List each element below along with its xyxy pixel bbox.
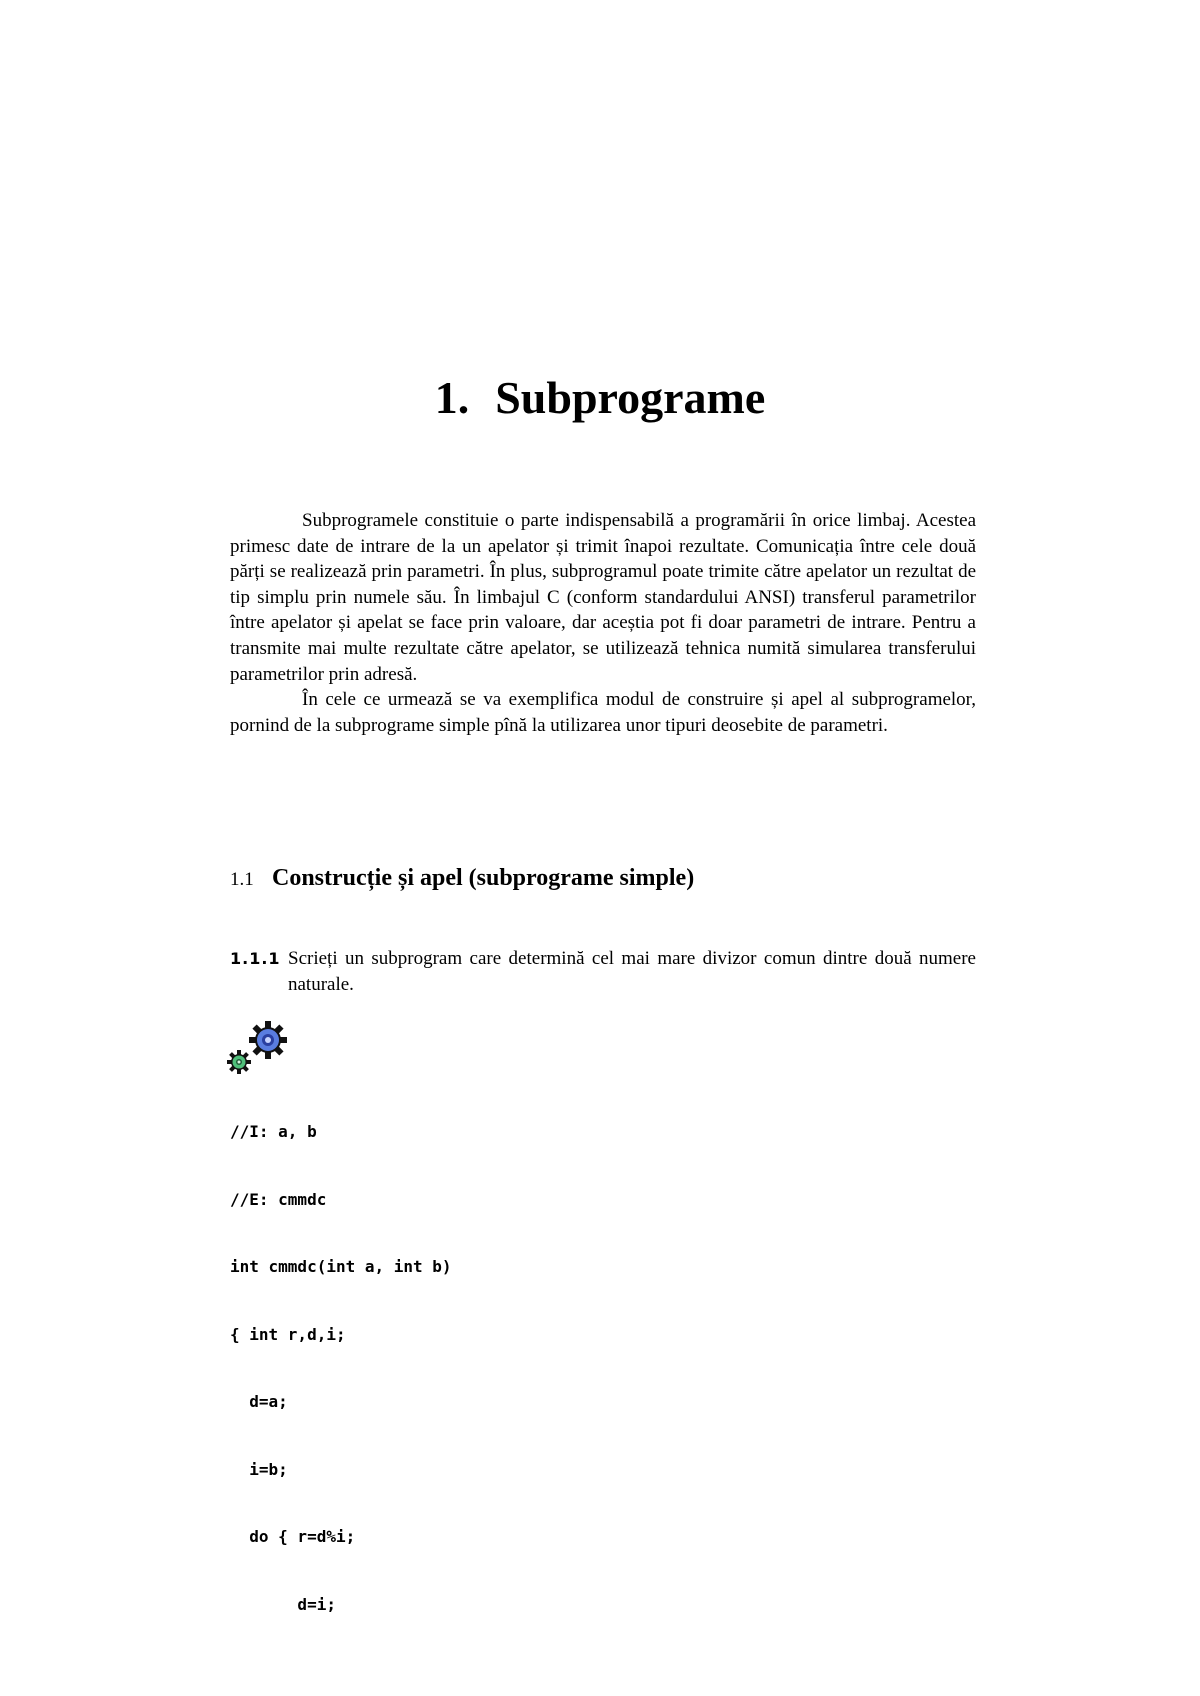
code-block: [230, 1076, 452, 1661]
section-title-text: Construcție și apel (subprograme simple): [272, 865, 695, 891]
code-line: int cmmdc(int a, int b): [230, 1257, 452, 1276]
intro-paragraph-2: În cele ce urmează se va exemplifica modul de construire și apel al subprogramelor, pornind de la subprograme simple pînă la utilizarea unor tipuri deosebite de parametri.: [230, 689, 976, 736]
code-line: //E: cmmdc: [230, 1189, 327, 1209]
exercise-text: Scrieți un subprogram care determină cel mai mare divizor comun dintre două numere naturale.: [288, 948, 976, 995]
code-line: i=b;: [230, 1459, 288, 1479]
exercise-number: 1.1.1: [230, 949, 281, 968]
code-line: //I: a, b: [230, 1122, 317, 1141]
chapter-number: 1.: [434, 372, 470, 423]
exercise-item: [230, 946, 976, 997]
intro-paragraph-1: Subprogramele constituie o parte indispensabilă a programării în orice limbaj. Acestea primesc date de intrare de la un apelator și trimit înapoi rezultate. Comunicația între cele două părți se realizează prin parametri. În plus, subprogramul poate trimite către apelator un rezultat de tip simplu prin numele său. În limbajul C (conform standardului ANSI) transferul parametrilor între apelator și apelat se face prin valoare, dar aceștia pot fi doar parametri de intrare. Pentru a transmite mai multe rezultate către apelator, se utilizează tehnica numită simularea transferului parametrilor prin adresă.: [230, 510, 976, 685]
gears-icon: [226, 1018, 292, 1076]
section-number: 1.1: [230, 869, 254, 890]
code-line: do { r=d%i;: [230, 1527, 356, 1546]
code-line: d=i;: [230, 1594, 336, 1614]
code-line: d=a;: [230, 1392, 288, 1411]
section-heading: [230, 862, 694, 896]
intro-text: [230, 508, 976, 738]
chapter-title-text: Subprograme: [495, 372, 766, 423]
code-line: { int r,d,i;: [230, 1324, 346, 1344]
chapter-title: [0, 370, 1200, 426]
